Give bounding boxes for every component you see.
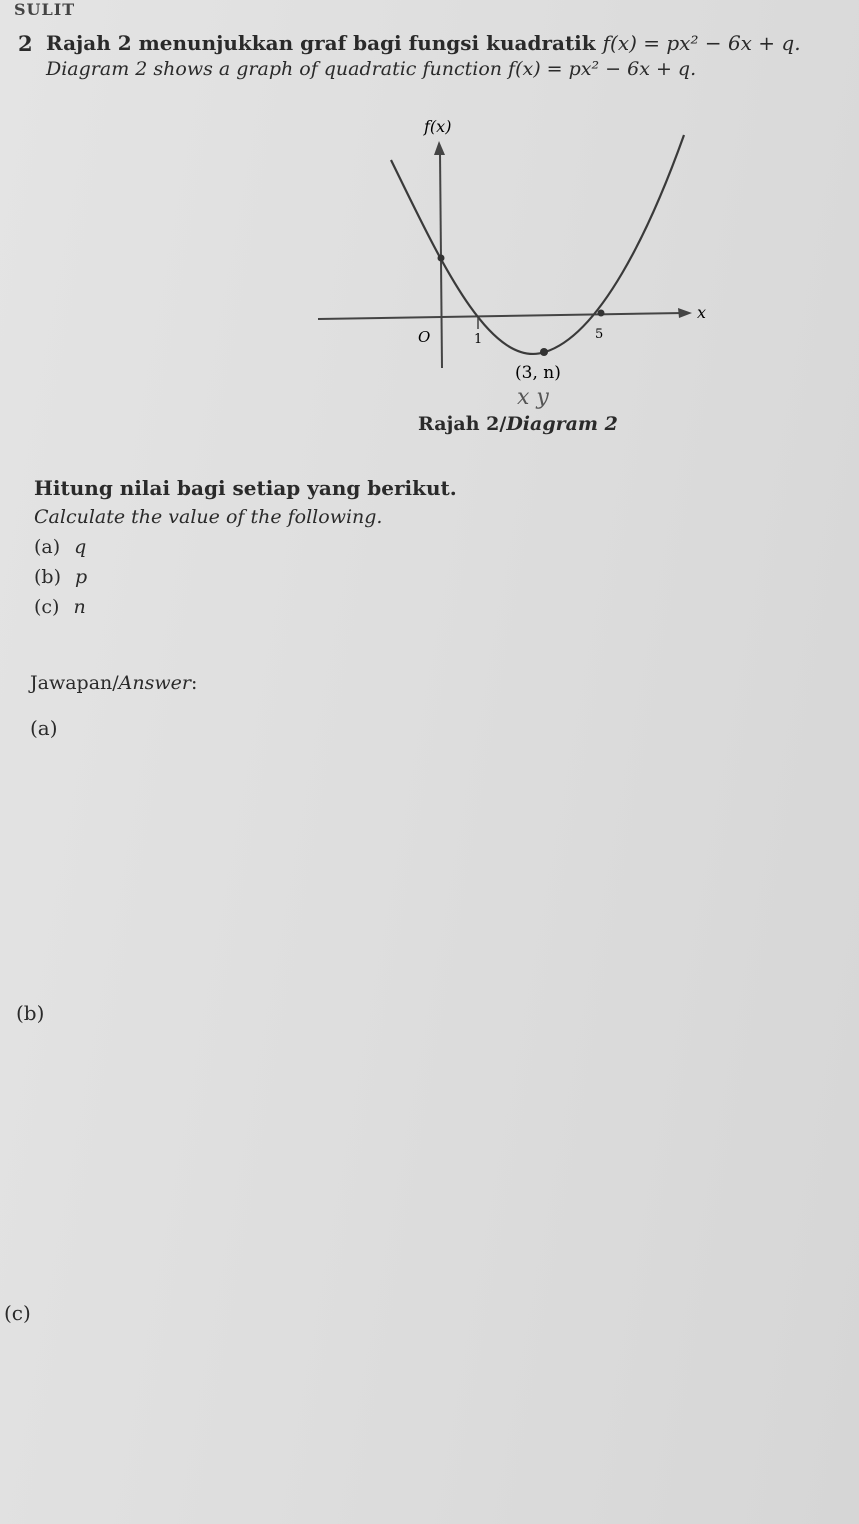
part-a-variable: q	[74, 536, 87, 558]
question-english-function: f(x) = px² − 6x + q.	[508, 58, 697, 80]
x-axis	[318, 313, 684, 319]
part-b-variable: p	[75, 566, 88, 588]
question-number: 2	[18, 31, 33, 56]
part-c-label: (c)	[34, 596, 60, 618]
answer-english: Answer	[118, 672, 191, 694]
y-intercept-point	[438, 255, 445, 262]
answer-label-c: (c)	[4, 1301, 31, 1325]
tick-label-1: 1	[474, 332, 483, 347]
part-a-label: (a)	[34, 536, 61, 558]
question-english-text: Diagram 2 shows a graph of quadratic function	[46, 58, 502, 80]
y-axis-label: f(x)	[424, 117, 452, 136]
vertex-point	[540, 348, 548, 356]
tick-label-5: 5	[595, 327, 604, 342]
quadratic-graph	[0, 0, 859, 460]
answer-label-a: (a)	[30, 716, 58, 740]
origin-label: O	[418, 328, 431, 346]
y-axis-arrow-icon	[434, 141, 445, 155]
x-axis-arrow-icon	[678, 308, 692, 318]
caption-malay: Rajah 2/	[418, 413, 507, 435]
part-c	[34, 596, 86, 618]
parabola-curve	[391, 135, 684, 354]
x-axis-label: x	[697, 303, 707, 322]
handwritten-note: x y	[517, 385, 549, 410]
diagram-caption	[418, 413, 618, 435]
part-c-variable: n	[73, 596, 86, 618]
vertex-label: (3, n)	[515, 363, 561, 383]
answer-heading	[30, 672, 197, 694]
caption-english: Diagram 2	[506, 413, 618, 435]
question-malay-function: f(x) = px² − 6x + q.	[602, 31, 801, 55]
instruction-malay: Hitung nilai bagi setiap yang berikut.	[34, 476, 457, 500]
answer-label-b: (b)	[16, 1001, 45, 1025]
instruction-english: Calculate the value of the following.	[34, 506, 383, 528]
part-b	[34, 566, 87, 588]
question-malay-text: Rajah 2 menunjukkan graf bagi fungsi kuadratik	[46, 31, 596, 55]
part-b-label: (b)	[34, 566, 61, 588]
answer-colon: :	[190, 672, 198, 694]
x-intercept-point	[598, 310, 605, 317]
part-a	[34, 536, 86, 558]
header-sulit: SULIT	[14, 0, 76, 19]
answer-malay: Jawapan/	[30, 672, 119, 694]
